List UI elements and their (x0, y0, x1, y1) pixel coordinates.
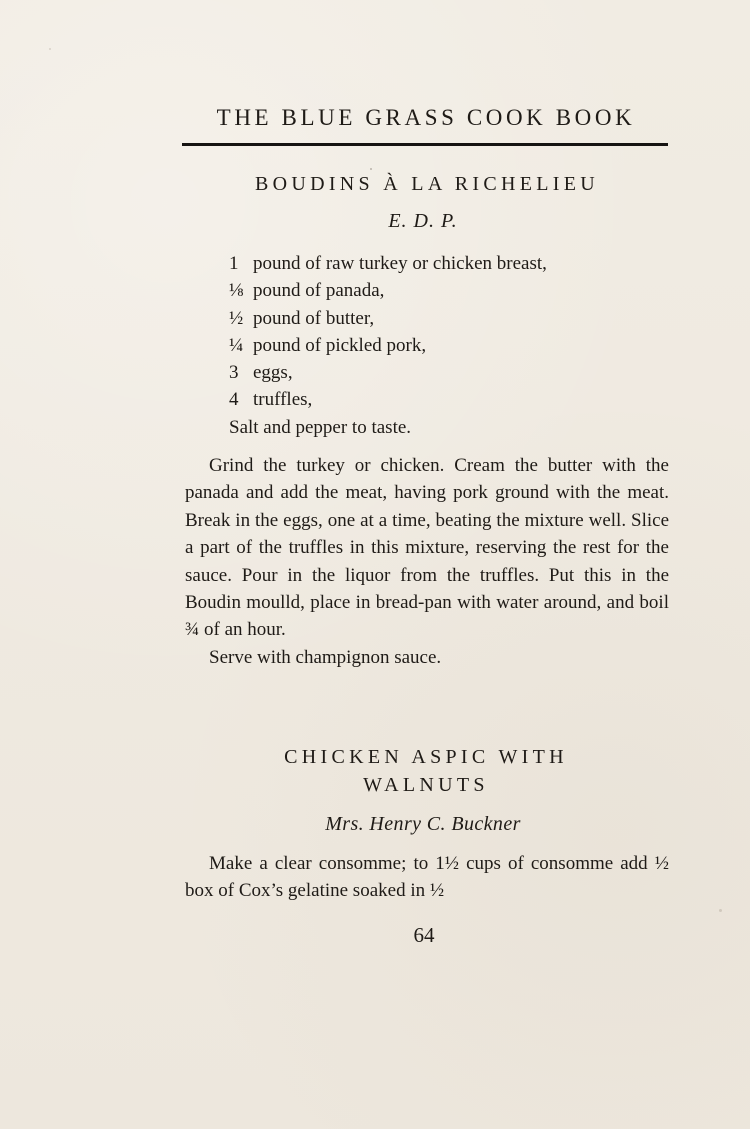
running-header: THE BLUE GRASS COOK BOOK (216, 105, 636, 130)
ingredient-quantity: ½ (229, 307, 244, 329)
paper-speck (370, 168, 372, 170)
ingredient-line (229, 250, 659, 277)
second-recipe-title (230, 743, 622, 799)
ingredient-text: pound of butter, (253, 307, 375, 329)
seasoning-line: Salt and pepper to taste. (229, 416, 412, 438)
ingredient-quantity: 3 (229, 362, 239, 384)
ingredient-line (229, 277, 659, 304)
ingredient-text: pound of pickled pork, (253, 334, 427, 356)
method-paragraph: Grind the turkey or chicken. Cream the butter with the panada and add the meat, having pork ground with the meat. Break in the eggs, one at a time, beating the mixture well. Slice a part of the truffles in this mixture, reserving the rest for the sauce. Pour in the liquor from the truffles. Put this in the Boudin moulld, place in bread-pan with water around, and boil ¾ of an hour. (185, 455, 669, 641)
ingredient-quantity: 1 (229, 253, 239, 274)
ingredient-line (229, 332, 659, 359)
second-recipe-author: Mrs. Henry C. Buckner (325, 813, 521, 835)
paper-speck (719, 909, 722, 912)
ingredient-line (229, 386, 659, 413)
second-recipe-title-line: CHICKEN ASPIC WITH (284, 746, 568, 768)
ingredient-text: eggs, (253, 362, 293, 384)
ingredient-line (229, 359, 659, 386)
ingredient-text: pound of raw turkey or chicken breast, (253, 253, 547, 274)
ingredient-quantity: 4 (229, 389, 239, 411)
header-rule (182, 143, 668, 146)
paper-speck (49, 48, 51, 50)
second-recipe-intro (185, 850, 669, 905)
ingredients-list (229, 250, 659, 441)
page-number: 64 (413, 923, 435, 947)
ingredient-text: truffles, (253, 389, 313, 411)
second-recipe-paragraph: Make a clear consomme; to 1½ cups of consomme add ½ box of Cox’s gelatine soaked in ½ (185, 853, 669, 902)
recipe-author: E. D. P. (388, 210, 458, 232)
ingredient-line (229, 305, 659, 332)
ingredient-quantity: ⅛ (229, 280, 244, 302)
method-text (185, 452, 669, 671)
second-recipe-title-line: WALNUTS (363, 774, 489, 796)
ingredient-text: pound of panada, (253, 280, 385, 302)
serve-instruction: Serve with champignon sauce. (209, 646, 442, 668)
ingredient-quantity: ¼ (229, 334, 244, 356)
recipe-title: BOUDINS À LA RICHELIEU (254, 173, 600, 195)
